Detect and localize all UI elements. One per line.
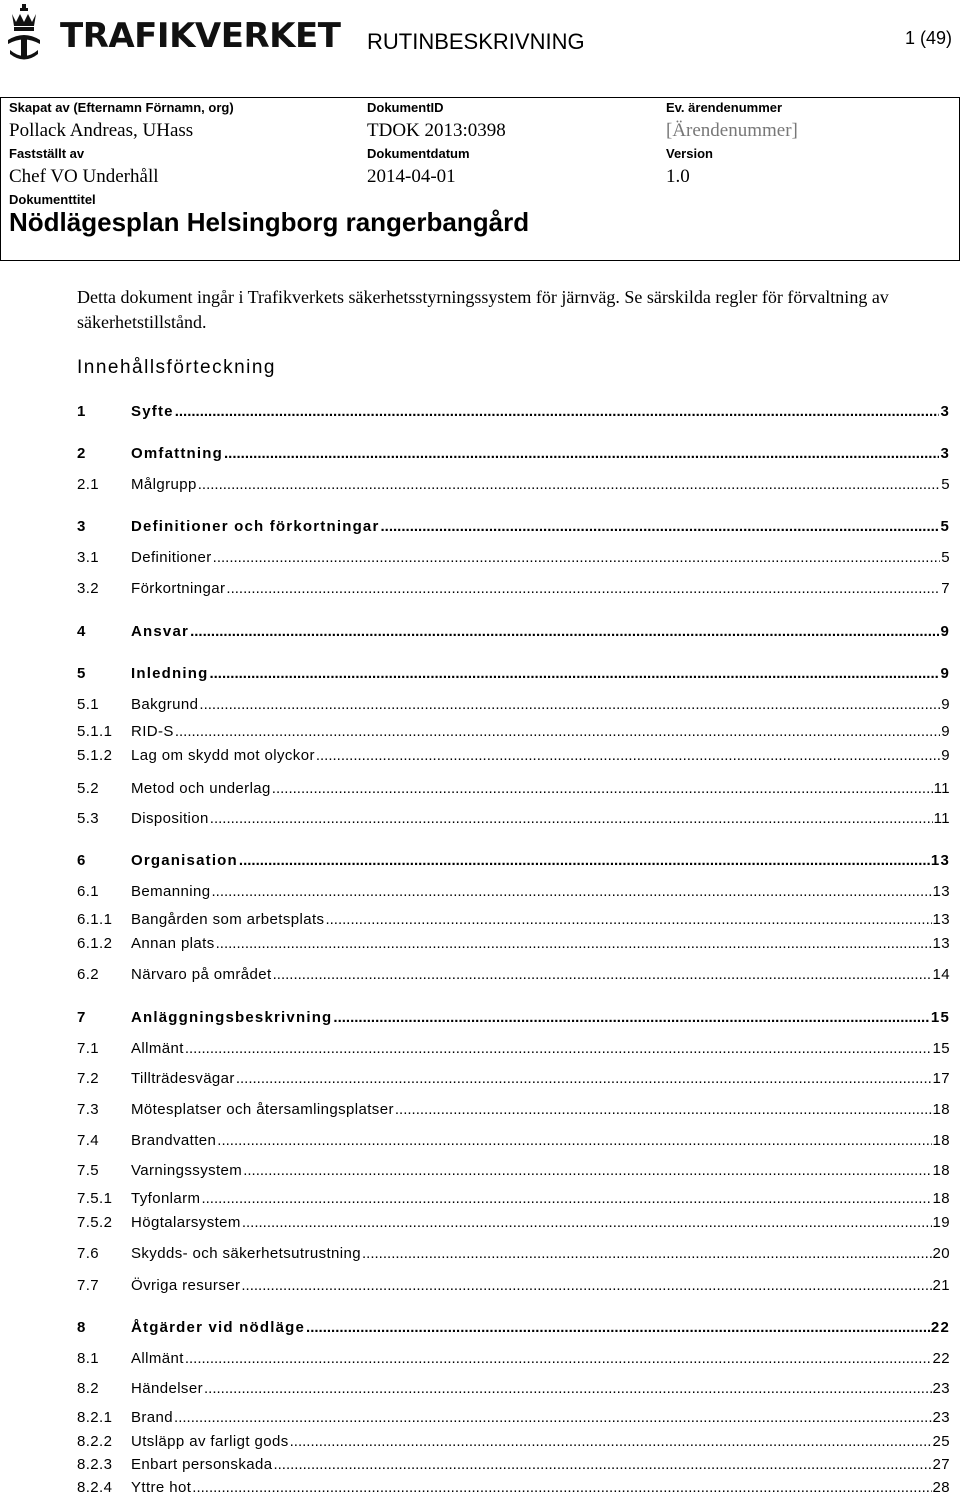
toc-dot-leader <box>204 1379 932 1399</box>
toc-entry-number: 7.7 <box>77 1277 100 1294</box>
toc-entry-number: 6.1.1 <box>77 911 113 928</box>
toc-entry-page: 5 <box>940 518 950 535</box>
toc-entry[interactable] <box>77 695 950 715</box>
toc-entry-number: 7.3 <box>77 1101 100 1118</box>
trafikverket-logo <box>6 2 341 64</box>
toc-entry[interactable] <box>77 517 950 537</box>
toc-entry-page: 27 <box>932 1456 950 1473</box>
page-number: 1 (49) <box>904 28 952 48</box>
toc-dot-leader <box>175 722 940 742</box>
toc-entry[interactable] <box>77 1008 950 1028</box>
toc-dot-leader <box>216 934 932 954</box>
toc-dot-leader <box>174 1408 931 1428</box>
toc-entry[interactable] <box>77 1039 950 1059</box>
toc-entry-number: 8.2.4 <box>77 1479 113 1496</box>
toc-entry-page: 20 <box>932 1245 950 1262</box>
case-number-label: Ev. ärendenummer <box>666 100 783 115</box>
toc-entry-number: 4 <box>77 623 87 640</box>
doc-date-label: Dokumentdatum <box>367 146 470 161</box>
toc-entry-number: 5.1 <box>77 696 100 713</box>
created-by-label: Skapat av (Efternamn Förnamn, org) <box>9 100 234 115</box>
toc-entry-page: 9 <box>941 723 950 740</box>
case-number-value: [Ärendenummer] <box>666 120 798 141</box>
toc-dot-leader <box>236 1069 932 1089</box>
toc-entry-title: RID-S <box>131 723 174 740</box>
toc-entry-number: 7.5.2 <box>77 1214 113 1231</box>
toc-dot-leader <box>190 622 939 642</box>
toc-dot-leader <box>316 746 940 766</box>
toc-entry[interactable] <box>77 1379 950 1399</box>
toc-entry-title: Anläggningsbeskrivning <box>131 1009 333 1026</box>
created-by-value: Pollack Andreas, UHass <box>9 120 194 141</box>
toc-entry[interactable] <box>77 910 950 930</box>
toc-dot-leader <box>217 1131 931 1151</box>
toc-entry[interactable] <box>77 548 950 568</box>
document-title: Nödlägesplan Helsingborg rangerbangård <box>9 207 530 237</box>
toc-entry-page: 18 <box>932 1162 950 1179</box>
toc-entry-page: 13 <box>930 852 950 869</box>
toc-entry-title: Metod och underlag <box>131 780 271 797</box>
toc-dot-leader <box>185 1039 932 1059</box>
toc-entry-number: 5.1.2 <box>77 747 113 764</box>
toc-entry-page: 11 <box>933 810 950 827</box>
toc-dot-leader <box>272 779 933 799</box>
toc-entry[interactable] <box>77 1244 950 1264</box>
toc-entry-number: 2.1 <box>77 476 100 493</box>
toc-entry-title: Inledning <box>131 665 209 682</box>
toc-entry-number: 5.3 <box>77 810 100 827</box>
toc-entry-page: 13 <box>932 911 950 928</box>
toc-entry-number: 7.6 <box>77 1245 100 1262</box>
toc-entry-number: 5.2 <box>77 780 100 797</box>
toc-entry-number: 8.2.2 <box>77 1433 113 1450</box>
toc-entry[interactable] <box>77 1213 950 1233</box>
toc-entry[interactable] <box>77 851 950 871</box>
toc-entry-page: 22 <box>930 1319 950 1336</box>
toc-entry-number: 7.4 <box>77 1132 100 1149</box>
toc-entry-number: 7 <box>77 1009 87 1026</box>
approved-by-label: Fastställt av <box>9 146 85 161</box>
toc-entry-page: 9 <box>940 623 950 640</box>
metadata-table <box>0 97 960 261</box>
toc-entry-number: 6.2 <box>77 966 100 983</box>
toc-dot-leader <box>224 444 939 464</box>
toc-entry[interactable] <box>77 622 950 642</box>
document-type: RUTINBESKRIVNING <box>367 29 585 54</box>
toc-entry-title: Syfte <box>131 403 174 420</box>
toc-entry-title: Enbart personskada <box>131 1456 273 1473</box>
toc-entry-page: 23 <box>932 1409 950 1426</box>
toc-entry-page: 18 <box>932 1101 950 1118</box>
toc-entry[interactable] <box>77 402 950 422</box>
toc-dot-leader <box>395 1100 932 1120</box>
toc-dot-leader <box>333 1008 929 1028</box>
toc-entry-page: 15 <box>930 1009 950 1026</box>
toc-entry-title: Definitioner och förkortningar <box>131 518 380 535</box>
toc-entry-page: 7 <box>941 580 950 597</box>
toc-entry-page: 19 <box>932 1214 950 1231</box>
toc-entry-title: Brandvatten <box>131 1132 217 1149</box>
toc-entry-title: Lag om skydd mot olyckor <box>131 747 315 764</box>
toc-entry-title: Tyfonlarm <box>131 1190 201 1207</box>
toc-entry-title: Brand <box>131 1409 174 1426</box>
toc-entry-title: Definitioner <box>131 549 212 566</box>
toc-entry-page: 3 <box>940 445 950 462</box>
toc-entry[interactable] <box>77 1131 950 1151</box>
toc-entry-title: Händelser <box>131 1380 203 1397</box>
toc-dot-leader <box>213 548 941 568</box>
doc-id-label: DokumentID <box>367 100 444 115</box>
toc-entry-number: 5 <box>77 665 87 682</box>
toc-entry-title: Bemanning <box>131 883 211 900</box>
toc-entry-title: Allmänt <box>131 1350 184 1367</box>
toc-entry[interactable] <box>77 1318 950 1338</box>
toc-dot-leader <box>201 1189 931 1209</box>
toc-entry-number: 6 <box>77 852 87 869</box>
toc-entry[interactable] <box>77 965 950 985</box>
toc-dot-leader <box>199 695 940 715</box>
toc-entry-title: Närvaro på området <box>131 966 272 983</box>
toc-entry-number: 7.5.1 <box>77 1190 113 1207</box>
logo-wordmark: TRAFIKVERKET <box>60 16 341 56</box>
toc-dot-leader <box>239 851 930 871</box>
toc-entry-page: 9 <box>941 747 950 764</box>
toc-entry-page: 5 <box>941 476 950 493</box>
toc-entry-title: Yttre hot <box>131 1479 192 1496</box>
toc-dot-leader <box>212 882 932 902</box>
toc-entry-title: Allmänt <box>131 1040 184 1057</box>
toc-entry-page: 18 <box>932 1190 950 1207</box>
toc-entry[interactable] <box>77 664 950 684</box>
toc-entry-number: 8.2.3 <box>77 1456 113 1473</box>
toc-entry-number: 8.2 <box>77 1380 100 1397</box>
toc-dot-leader <box>242 1213 932 1233</box>
toc-entry-page: 23 <box>932 1380 950 1397</box>
toc-entry-page: 21 <box>932 1277 950 1294</box>
toc-entry-title: Organisation <box>131 852 238 869</box>
toc-entry-page: 3 <box>940 403 950 420</box>
toc-entry-title: Mötesplatser och återsamlingsplatser <box>131 1101 394 1118</box>
toc-entry-page: 13 <box>932 883 950 900</box>
approved-by-value: Chef VO Underhåll <box>9 166 159 187</box>
toc-entry-title: Målgrupp <box>131 476 197 493</box>
toc-entry-number: 7.1 <box>77 1040 100 1057</box>
toc-entry-title: Skydds- och säkerhetsutrustning <box>131 1245 362 1262</box>
toc-entry[interactable] <box>77 1069 950 1089</box>
toc-entry-number: 6.1.2 <box>77 935 113 952</box>
toc-dot-leader <box>273 1455 931 1475</box>
toc-entry-number: 2 <box>77 445 87 462</box>
doc-title-label: Dokumenttitel <box>9 192 96 207</box>
version-value: 1.0 <box>666 166 690 187</box>
toc-entry[interactable] <box>77 1161 950 1181</box>
toc-entry-number: 8.1 <box>77 1350 100 1367</box>
doc-date-value: 2014-04-01 <box>367 166 456 187</box>
toc-dot-leader <box>362 1244 931 1264</box>
toc-entry-number: 8 <box>77 1319 87 1336</box>
toc-entry-page: 17 <box>932 1070 950 1087</box>
toc-dot-leader <box>243 1161 931 1181</box>
toc-entry-title: Ansvar <box>131 623 190 640</box>
toc-entry[interactable] <box>77 882 950 902</box>
toc-entry-page: 15 <box>932 1040 950 1057</box>
toc-dot-leader <box>209 664 939 684</box>
toc-entry-page: 13 <box>932 935 950 952</box>
toc-dot-leader <box>226 579 940 599</box>
toc-entry[interactable] <box>77 1408 950 1428</box>
toc-entry-number: 6.1 <box>77 883 100 900</box>
toc-entry[interactable] <box>77 1276 950 1296</box>
toc-entry-page: 9 <box>941 696 950 713</box>
toc-entry-page: 22 <box>932 1350 950 1367</box>
toc-entry-page: 25 <box>932 1433 950 1450</box>
toc-dot-leader <box>306 1318 930 1338</box>
toc-entry[interactable] <box>77 722 950 742</box>
toc-entry-page: 9 <box>940 665 950 682</box>
toc-dot-leader <box>185 1349 932 1369</box>
intro-paragraph: Detta dokument ingår i Trafikverkets säkerhetsstyrningssystem för järnväg. Se särskilda regler för förvaltning av säkerhetstillstånd. <box>77 287 889 332</box>
toc-entry-number: 7.5 <box>77 1162 100 1179</box>
toc-entry-page: 5 <box>941 549 950 566</box>
toc-entry-number: 3.1 <box>77 549 100 566</box>
toc-entry[interactable] <box>77 444 950 464</box>
toc-entry-title: Förkortningar <box>131 580 226 597</box>
toc-entry-number: 7.2 <box>77 1070 100 1087</box>
toc-dot-leader <box>325 910 931 930</box>
toc-entry-page: 14 <box>932 966 950 983</box>
toc-entry[interactable] <box>77 746 950 766</box>
toc-dot-leader <box>210 809 933 829</box>
toc-entry-page: 28 <box>932 1479 950 1496</box>
toc-entry[interactable] <box>77 579 950 599</box>
toc-entry-number: 8.2.1 <box>77 1409 113 1426</box>
toc-dot-leader <box>241 1276 931 1296</box>
toc-heading: Innehållsförteckning <box>77 357 276 378</box>
toc-entry-title: Tillträdesvägar <box>131 1070 235 1087</box>
toc-entry-number: 1 <box>77 403 87 420</box>
toc-dot-leader <box>198 475 941 495</box>
doc-id-value: TDOK 2013:0398 <box>367 120 506 141</box>
toc-entry-number: 3 <box>77 518 87 535</box>
toc-entry[interactable] <box>77 1100 950 1120</box>
toc-entry-page: 18 <box>932 1132 950 1149</box>
toc-entry-title: Omfattning <box>131 445 223 462</box>
toc-entry-number: 3.2 <box>77 580 100 597</box>
toc-entry[interactable] <box>77 1478 950 1496</box>
toc-entry[interactable] <box>77 1349 950 1369</box>
toc-entry[interactable] <box>77 1455 950 1475</box>
toc-dot-leader <box>192 1478 931 1496</box>
toc-entry-page: 11 <box>933 780 950 797</box>
toc-entry[interactable] <box>77 475 950 495</box>
toc-entry-title: Varningssystem <box>131 1162 243 1179</box>
toc-dot-leader <box>273 965 932 985</box>
toc-entry[interactable] <box>77 934 950 954</box>
version-label: Version <box>666 146 713 161</box>
toc-entry-title: Utsläpp av farligt gods <box>131 1433 289 1450</box>
toc-entry[interactable] <box>77 809 950 829</box>
toc-entry-number: 5.1.1 <box>77 723 113 740</box>
toc-entry-title: Åtgärder vid nödläge <box>131 1319 306 1336</box>
toc-entry-title: Övriga resurser <box>131 1277 241 1294</box>
toc-dot-leader <box>381 517 940 537</box>
toc-entry-title: Disposition <box>131 810 209 827</box>
toc-entry-title: Högtalarsystem <box>131 1214 241 1231</box>
toc-entry-title: Annan plats <box>131 935 215 952</box>
toc-entry-title: Bakgrund <box>131 696 199 713</box>
toc-entry-title: Bangården som arbetsplats <box>131 911 325 928</box>
toc-entry[interactable] <box>77 1189 950 1209</box>
toc-entry[interactable] <box>77 1432 950 1452</box>
toc-dot-leader <box>290 1432 932 1452</box>
toc-dot-leader <box>175 402 940 422</box>
toc-entry[interactable] <box>77 779 950 799</box>
